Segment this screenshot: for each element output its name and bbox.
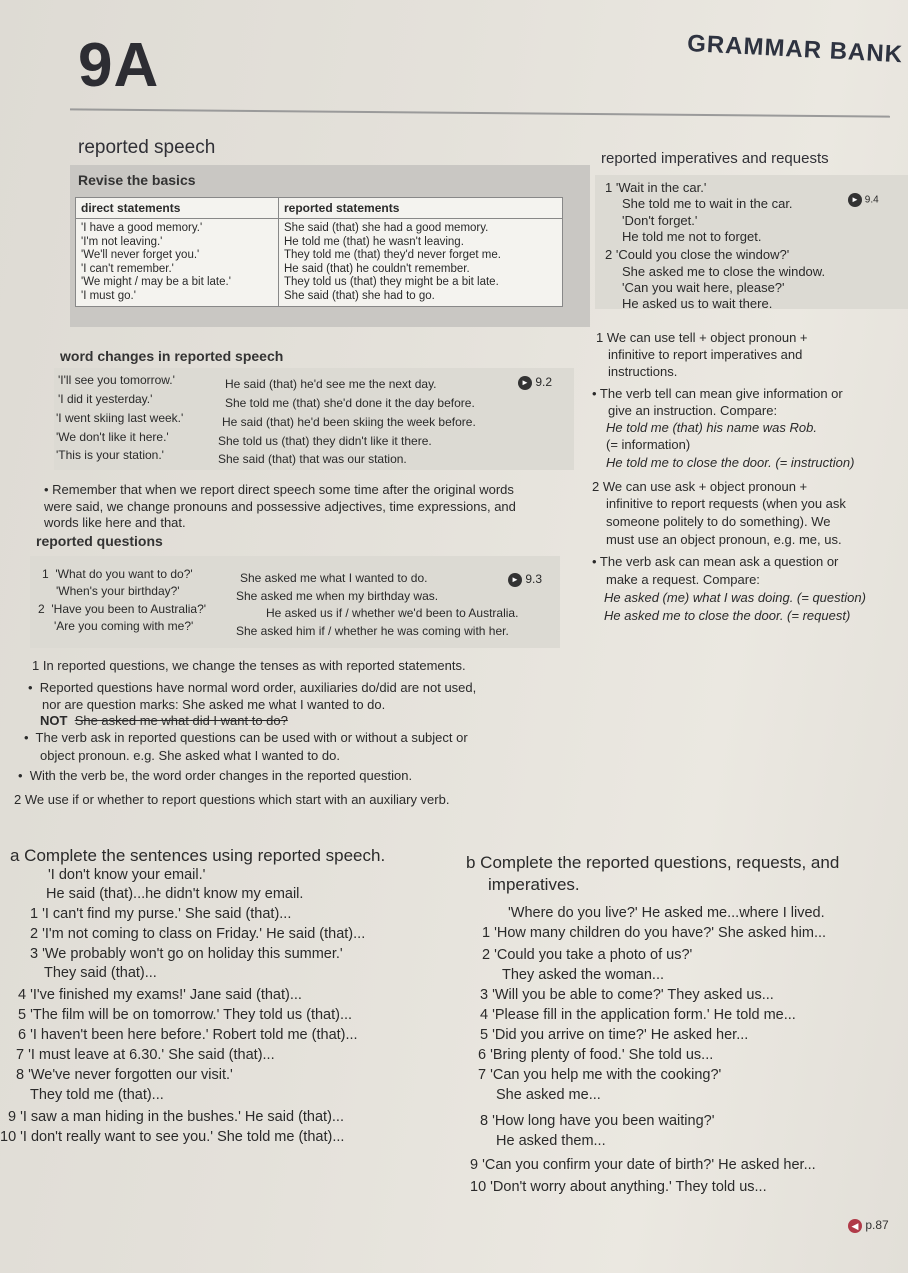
reported-question-row: 1 'What do you want to do?': [42, 567, 193, 581]
word-change-row: She said (that) that was our station.: [218, 452, 407, 466]
note-line: • The verb ask can mean ask a question or: [592, 554, 839, 569]
reported-question-row: She asked him if / whether he was coming with her.: [236, 624, 509, 638]
note-line: give an instruction. Compare:: [608, 403, 778, 418]
rule-line: nor are question marks: She asked me what I wanted to do.: [42, 697, 386, 712]
grammar-bank-heading: GRAMMAR BANK: [686, 30, 904, 69]
exercise-a-line[interactable]: 7 'I must leave at 6.30.' She said (that)...: [16, 1047, 275, 1063]
exercise-b-line[interactable]: She asked me...: [496, 1087, 601, 1103]
note-line: (= information): [606, 437, 691, 452]
reported-statements-cell: She said (that) she had a good memory. He told me (that) he wasn't leaving. They told me (that) they'd never forget me. He said (that) he couldn't remember. They told us (that) they might be a bit late. She said (that) she had to go.: [279, 219, 563, 307]
exercise-b-line[interactable]: 10 'Don't worry about anything.' They told us...: [470, 1179, 767, 1195]
exercise-a-line[interactable]: 2 'I'm not coming to class on Friday.' He said (that)...: [30, 926, 366, 942]
exercise-a-line[interactable]: 6 'I haven't been here before.' Robert told me (that)...: [18, 1027, 358, 1043]
rule-1: 1 In reported questions, we change the tenses as with reported statements.: [32, 658, 466, 673]
word-change-row: 'This is your station.': [56, 448, 164, 462]
imperative-example: He told me not to forget.: [622, 229, 762, 244]
exercise-b-title-2: imperatives.: [488, 875, 580, 894]
reported-question-row: 'When's your birthday?': [56, 584, 180, 598]
reported-question-row: She asked me what I wanted to do.: [240, 571, 428, 585]
note-line: instructions.: [608, 364, 678, 379]
word-change-row: He said (that) he'd been skiing the week before.: [222, 415, 476, 429]
unit-number: 9A: [78, 31, 160, 100]
exercise-b-line[interactable]: 4 'Please fill in the application form.' He told me...: [480, 1007, 796, 1023]
table-header-reported: reported statements: [279, 198, 563, 219]
exercise-b-line[interactable]: 6 'Bring plenty of food.' She told us...: [478, 1047, 714, 1063]
reported-question-row: 2 'Have you been to Australia?': [38, 602, 207, 616]
imperative-example: She told me to wait in the car.: [622, 196, 793, 211]
revise-heading: Revise the basics: [78, 172, 196, 188]
exercise-b-line[interactable]: 9 'Can you confirm your date of birth?' He asked her...: [470, 1157, 816, 1173]
exercise-b-line[interactable]: 7 'Can you help me with the cooking?': [478, 1067, 722, 1083]
exercise-a-line[interactable]: 5 'The film will be on tomorrow.' They told us (that)...: [18, 1007, 353, 1023]
direct-statements-cell: 'I have a good memory.' 'I'm not leaving.' 'We'll never forget you.' 'I can't remember.' 'We might / may be a bit late.' 'I must go.': [76, 219, 279, 307]
exercise-b-title: b Complete the reported questions, requests, and: [466, 853, 840, 872]
imperative-example: He asked us to wait there.: [622, 296, 773, 311]
exercise-a-line: He said (that)...he didn't know my email.: [46, 886, 304, 902]
note-line: 1 We can use tell + object pronoun +: [596, 330, 808, 345]
exercise-a-title: a Complete the sentences using reported speech.: [10, 846, 386, 865]
speaker-icon[interactable]: ►: [518, 376, 532, 390]
exercise-a-line: 'I don't know your email.': [48, 867, 206, 883]
note-line: someone politely to do something). We: [606, 514, 831, 529]
imperative-example: She asked me to close the window.: [622, 264, 826, 279]
rule-bullet: • Reported questions have normal word order, auxiliaries do/did are not used,: [28, 680, 477, 695]
note-line: must use an object pronoun, e.g. me, us.: [606, 532, 842, 547]
word-changes-heading: word changes in reported speech: [60, 348, 284, 364]
table-header-direct: direct statements: [76, 198, 279, 219]
arrow-left-icon: ◀: [848, 1219, 862, 1233]
word-change-row: 'I went skiing last week.': [56, 411, 184, 425]
exercise-a-line[interactable]: 8 'We've never forgotten our visit.': [16, 1067, 233, 1083]
note-line: • The verb tell can mean give information or: [592, 386, 843, 401]
word-change-row: She told me (that) she'd done it the day before.: [225, 396, 475, 410]
exercise-b-line[interactable]: 3 'Will you be able to come?' They asked us...: [480, 987, 774, 1003]
imperative-example: 'Can you wait here, please?': [622, 280, 785, 295]
exercise-b-line[interactable]: 5 'Did you arrive on time?' He asked her...: [480, 1027, 749, 1043]
word-change-row: 'I did it yesterday.': [58, 392, 153, 406]
reported-question-row: 'Are you coming with me?': [54, 619, 194, 633]
word-change-row: He said (that) he'd see me the next day.: [225, 377, 437, 391]
section-title-reported-speech: reported speech: [78, 137, 216, 158]
header-divider: [70, 108, 890, 117]
page-reference-link[interactable]: ◀ p.87: [848, 1218, 889, 1233]
exercise-a-line[interactable]: They told me (that)...: [30, 1087, 164, 1103]
rule-bullet: • The verb ask in reported questions can be used with or without a subject or: [24, 730, 468, 745]
exercise-b-line: 'Where do you live?' He asked me...where I lived.: [508, 905, 825, 921]
exercise-b-line[interactable]: 2 'Could you take a photo of us?': [482, 947, 693, 963]
rule-bullet: • With the verb be, the word order changes in the reported question.: [18, 768, 413, 783]
remember-note: • Remember that when we report direct speech some time after the original words were said, we change pronouns and possessive adjectives, time expressions, and words like here and that.: [44, 482, 516, 531]
section-title-imperatives: reported imperatives and requests: [601, 150, 829, 167]
exercise-b-line[interactable]: 8 'How long have you been waiting?': [480, 1113, 715, 1129]
audio-track[interactable]: ► 9.4: [848, 193, 879, 207]
rule-2: 2 We use if or whether to report questions which start with an auxiliary verb.: [14, 792, 450, 807]
exercise-b-line[interactable]: He asked them...: [496, 1133, 606, 1149]
reported-questions-heading: reported questions: [36, 533, 163, 549]
word-change-row: 'I'll see you tomorrow.': [58, 373, 175, 387]
note-line: He asked (me) what I was doing. (= question): [604, 590, 866, 605]
imperative-example: 1 'Wait in the car.': [605, 180, 707, 195]
rule-line: NOT She asked me what did I want to do?: [40, 713, 288, 728]
exercise-a-line[interactable]: 9 'I saw a man hiding in the bushes.' He said (that)...: [8, 1109, 344, 1125]
exercise-a-line[interactable]: 3 'We probably won't go on holiday this summer.': [30, 946, 343, 962]
audio-track[interactable]: ► 9.3: [508, 572, 542, 587]
note-line: He told me (that) his name was Rob.: [606, 420, 817, 435]
note-line: He told me to close the door. (= instruction): [606, 455, 855, 470]
audio-track[interactable]: ► 9.2: [518, 375, 552, 390]
note-line: He asked me to close the door. (= request): [604, 608, 851, 623]
statements-table: [75, 197, 563, 307]
note-line: infinitive to report imperatives and: [608, 347, 803, 362]
imperative-example: 2 'Could you close the window?': [605, 247, 790, 262]
note-line: infinitive to report requests (when you ask: [606, 496, 846, 511]
imperative-example: 'Don't forget.': [622, 213, 698, 228]
exercise-a-line[interactable]: 10 'I don't really want to see you.' She told me (that)...: [0, 1129, 345, 1145]
reported-question-row: She asked me when my birthday was.: [236, 589, 439, 603]
exercise-a-line[interactable]: 4 'I've finished my exams!' Jane said (that)...: [18, 987, 302, 1003]
exercise-a-line[interactable]: 1 'I can't find my purse.' She said (that)...: [30, 906, 292, 922]
speaker-icon[interactable]: ►: [508, 573, 522, 587]
note-line: make a request. Compare:: [606, 572, 760, 587]
exercise-b-line[interactable]: 1 'How many children do you have?' She asked him...: [482, 925, 827, 941]
exercise-a-line[interactable]: They said (that)...: [44, 965, 157, 981]
note-line: 2 We can use ask + object pronoun +: [592, 479, 808, 494]
reported-question-row: He asked us if / whether we'd been to Australia.: [266, 606, 519, 620]
rule-line: object pronoun. e.g. She asked what I wanted to do.: [40, 748, 340, 763]
speaker-icon[interactable]: ►: [848, 193, 862, 207]
word-change-row: She told us (that) they didn't like it there.: [218, 434, 432, 448]
exercise-b-line[interactable]: They asked the woman...: [502, 967, 664, 983]
word-change-row: 'We don't like it here.': [56, 430, 169, 444]
